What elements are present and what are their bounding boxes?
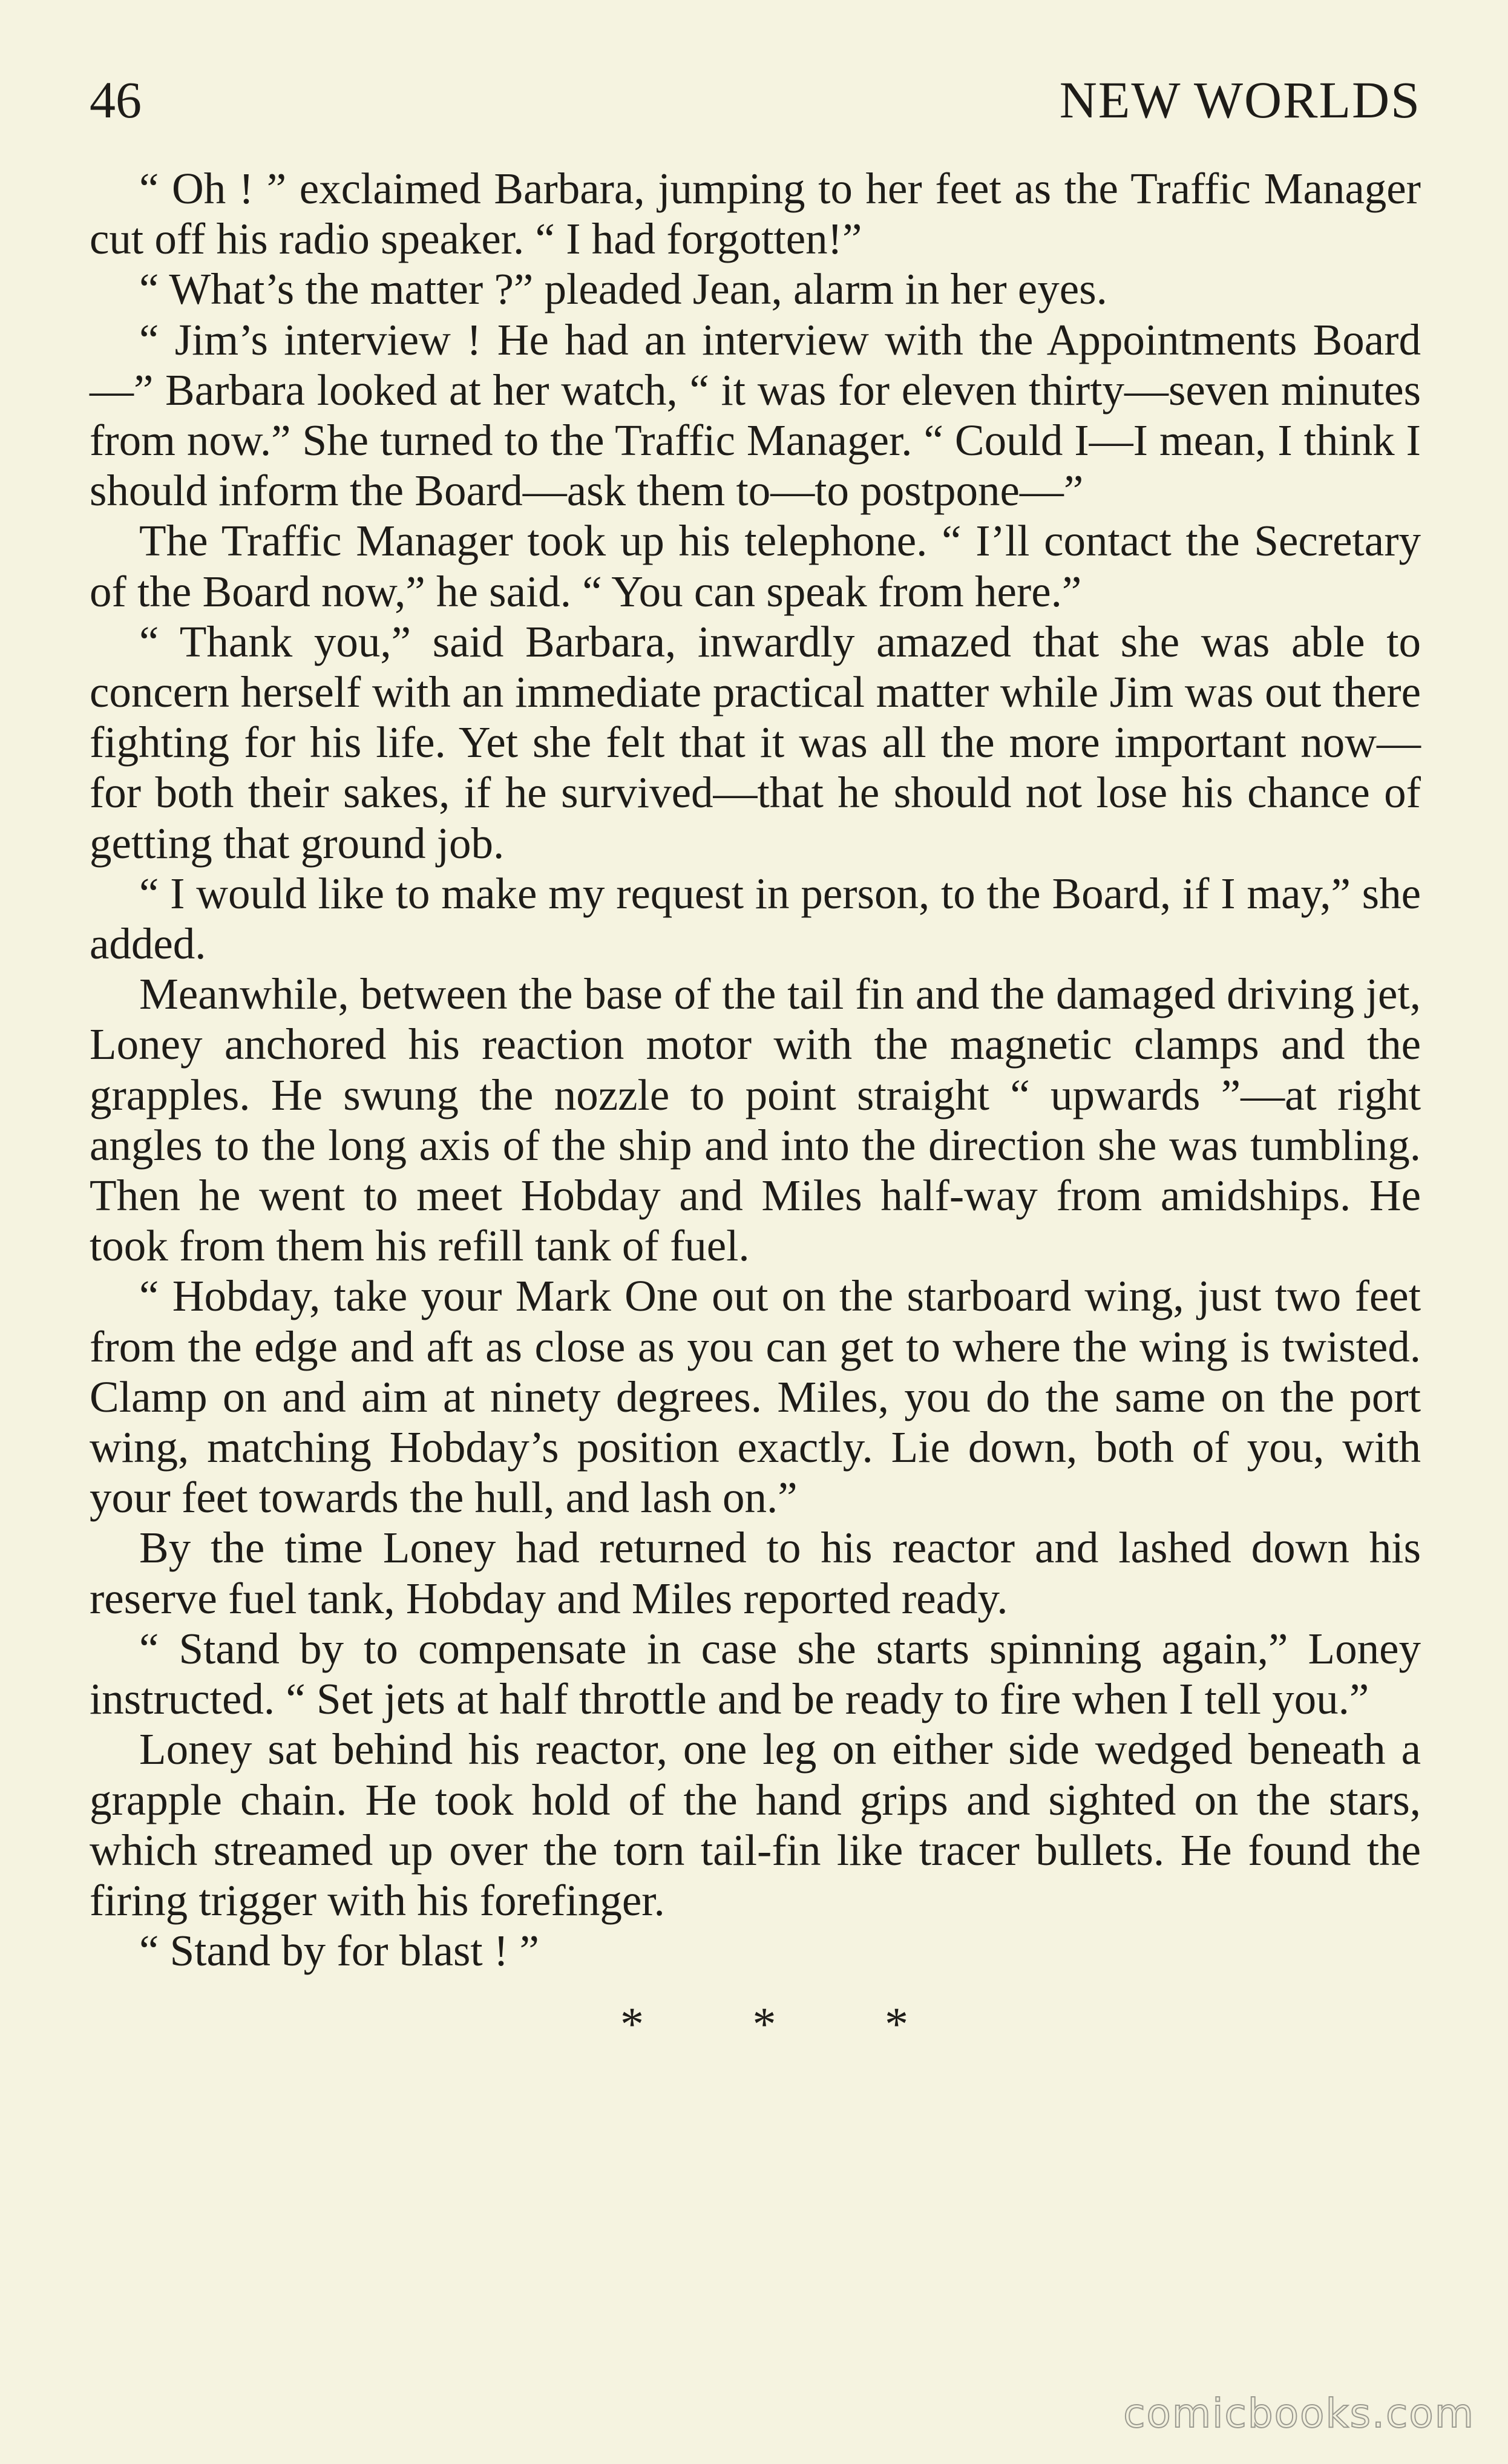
- magazine-title: NEW WORLDS: [1059, 71, 1421, 129]
- paragraph: “ Oh ! ” exclaimed Barbara, jumping to her feet as the Traffic Manager cut off his radio speaker. “ I had forgotten!”: [90, 164, 1421, 264]
- paragraph: By the time Loney had returned to his reactor and lashed down his reserve fuel tank, Hobday and Miles reported ready.: [90, 1523, 1421, 1623]
- paragraph: “ Jim’s interview ! He had an interview with the Appointments Board—” Barbara looked at her watch, “ it was for eleven thirty—seven minutes from now.” She turned to the Traffic Manager. “ Could I—I mean, I think I should inform the Board—ask them to—to postpone—”: [90, 315, 1421, 516]
- paragraph: The Traffic Manager took up his telephone. “ I’ll contact the Secretary of the Board now,” he said. “ You can speak from here.”: [90, 516, 1421, 616]
- paragraph: “ I would like to make my request in person, to the Board, if I may,” she added.: [90, 868, 1421, 969]
- paragraph: “ Stand by for blast ! ”: [139, 1926, 539, 1976]
- story-text: [90, 163, 1421, 1976]
- running-head: [90, 67, 1421, 133]
- paragraph: “ Thank you,” said Barbara, inwardly amazed that she was able to concern herself with an immediate practical matter while Jim was out there fighting for his life. Yet she felt that it was all the more important now—for both their sakes, if he survived—that he should not lose his chance of getting that ground job.: [90, 617, 1421, 868]
- paragraph: Meanwhile, between the base of the tail fin and the damaged driving jet, Loney anchored his reaction motor with the magnetic clamps and the grapples. He swung the nozzle to point straight “ upwards ”—at right angles to the long axis of the ship and into the direction she was tumbling. Then he went to meet Hobday and Miles half-way from amidships. He took from them his refill tank of fuel.: [90, 969, 1421, 1271]
- watermark: comicbooks.com: [1123, 2390, 1475, 2437]
- paragraph: “ Hobday, take your Mark One out on the starboard wing, just two feet from the edge and aft as close as you can get to where the wing is twisted. Clamp on and aim at ninety degrees. Miles, you do the same on the port wing, matching Hobday’s position exactly. Lie down, both of you, with your feet towards the hull, and lash on.”: [90, 1271, 1421, 1522]
- paragraph: Loney sat behind his reactor, one leg on either side wedged beneath a grapple chain. He took hold of the hand grips and sighted on the stars, which streamed up over the torn tail-fin like tracer bullets. He found the firing trigger with his forefinger.: [90, 1725, 1421, 1925]
- page-content: [90, 67, 1421, 2054]
- section-break: * * *: [620, 1997, 908, 2051]
- paragraph: “ What’s the matter ?” pleaded Jean, alarm in her eyes.: [139, 264, 1107, 314]
- paragraph: “ Stand by to compensate in case she starts spinning again,” Loney instructed. “ Set jets at half throttle and be ready to fire when I tell you.”: [90, 1624, 1421, 1724]
- page-number: 46: [90, 71, 142, 129]
